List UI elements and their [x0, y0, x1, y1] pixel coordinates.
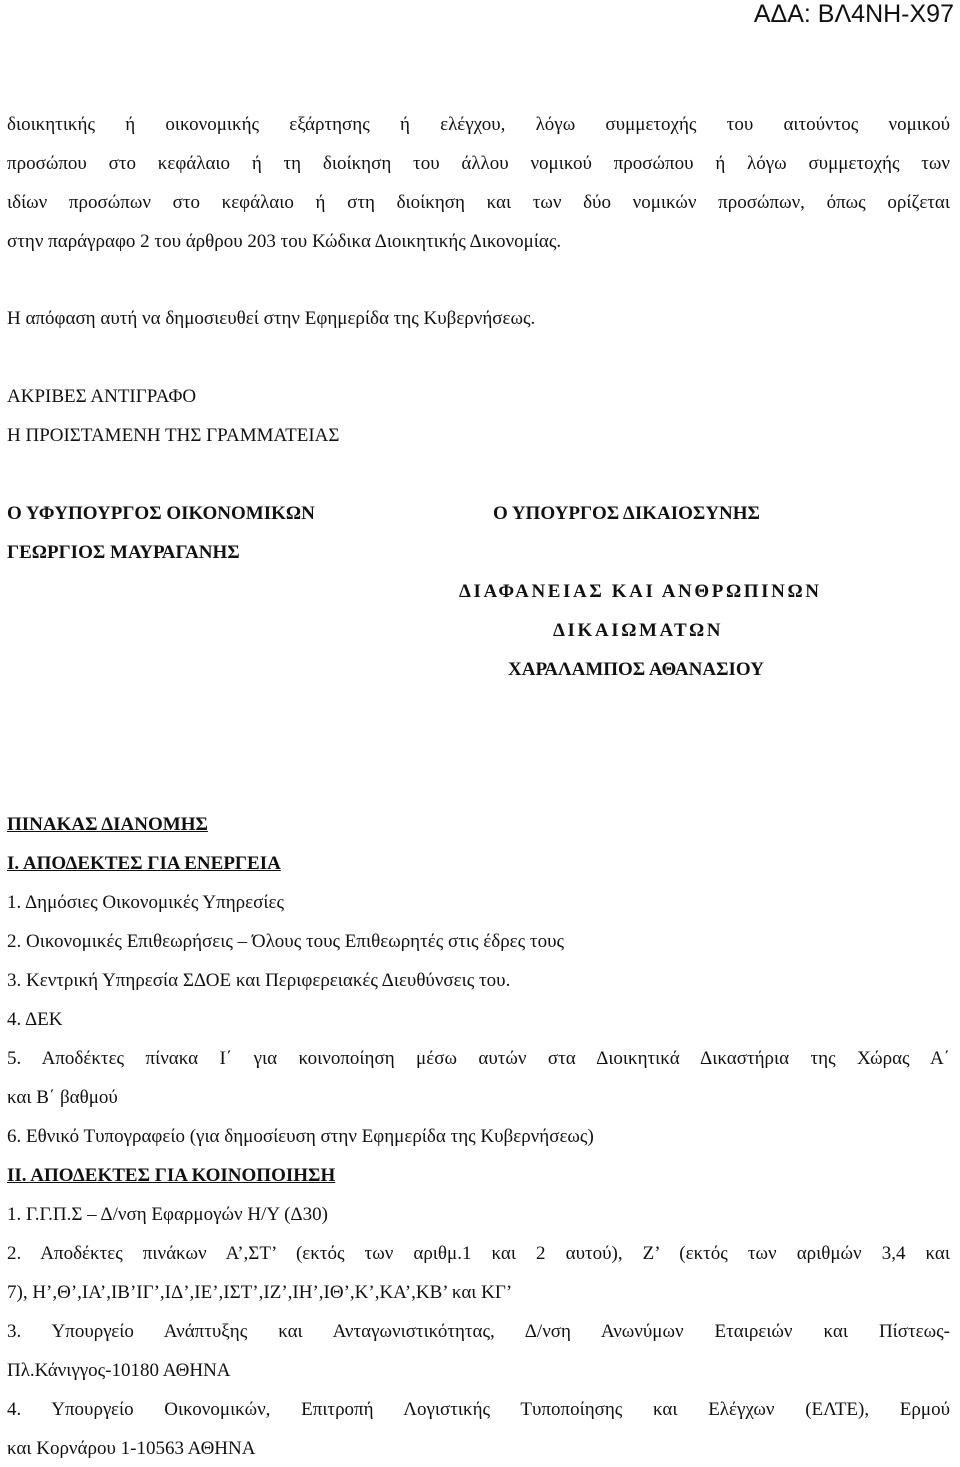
- minister-title-line-1: Ο ΥΠΟΥΡΓΟΣ ΔΙΚΑΙΟΣΥΝΗΣ: [493, 503, 760, 524]
- list-item: και Κορνάρου 1-10563 ΑΘΗΝΑ: [7, 1438, 256, 1459]
- list-item: 3. Υπουργείο Ανάπτυξης και Ανταγωνιστικότητας, Δ/νση Ανωνύμων Εταιρειών και Πίστεως-: [7, 1321, 950, 1342]
- list-item: 1. Δημόσιες Οικονομικές Υπηρεσίες: [7, 892, 284, 913]
- minister-title-line-3: ΔΙΚΑΙΩΜΑΤΩΝ: [553, 620, 724, 641]
- deputy-minister-title: Ο ΥΦΥΠΟΥΡΓΟΣ ΟΙΚΟΝΟΜΙΚΩΝ: [7, 503, 315, 524]
- section-action-recipients: Ι. ΑΠΟΔΕΚΤΕΣ ΓΙΑ ΕΝΕΡΓΕΙΑ: [7, 853, 281, 874]
- list-item: 1. Γ.Γ.Π.Σ – Δ/νση Εφαρμογών Η/Υ (Δ30): [7, 1204, 328, 1225]
- list-item: 4. Υπουργείο Οικονομικών, Επιτροπή Λογιστικής Τυποποίησης και Ελέγχων (ΕΛΤΕ), Ερμού: [7, 1399, 950, 1420]
- list-item: 5. Αποδέκτες πίνακα Ι΄ για κοινοποίηση μέσω αυτών στα Διοικητικά Δικαστήρια της Χώρας Α΄: [7, 1048, 950, 1069]
- copy-line-2: Η ΠΡΟΙΣΤΑΜΕΝΗ ΤΗΣ ΓΡΑΜΜΑΤΕΙΑΣ: [7, 425, 340, 446]
- distribution-title: ΠΙΝΑΚΑΣ ΔΙΑΝΟΜΗΣ: [7, 814, 208, 835]
- intro-line: διοικητικής ή οικονομικής εξάρτησης ή ελέγχου, λόγω συμμετοχής του αιτούντος νομικού: [7, 114, 950, 135]
- minister-title-line-2: ΔΙΑΦΑΝΕΙΑΣ ΚΑΙ ΑΝΘΡΩΠΙΝΩΝ: [459, 581, 822, 602]
- deputy-minister-name: ΓΕΩΡΓΙΟΣ ΜΑΥΡΑΓΑΝΗΣ: [7, 542, 240, 563]
- intro-line: στην παράγραφο 2 του άρθρου 203 του Κώδικα Διοικητικής Δικονομίας.: [7, 231, 562, 252]
- intro-line: προσώπου στο κεφάλαιο ή τη διοίκηση του άλλου νομικού προσώπου ή λόγω συμμετοχής των: [7, 153, 950, 174]
- list-item: 4. ΔΕΚ: [7, 1009, 63, 1030]
- ada-code: ΑΔΑ: ΒΛ4ΝΗ-Χ97: [753, 0, 954, 28]
- list-item: 2. Οικονομικές Επιθεωρήσεις – Όλους τους Επιθεωρητές στις έδρες τους: [7, 931, 565, 952]
- list-item: 2. Αποδέκτες πινάκων Α’,ΣΤ’ (εκτός των αριθμ.1 και 2 αυτού), Ζ’ (εκτός των αριθμών 3,4 και: [7, 1243, 950, 1264]
- section-notification-recipients: ΙΙ. ΑΠΟΔΕΚΤΕΣ ΓΙΑ ΚΟΙΝΟΠΟΙΗΣΗ: [7, 1165, 336, 1186]
- list-item: 6. Εθνικό Τυπογραφείο (για δημοσίευση στην Εφημερίδα της Κυβερνήσεως): [7, 1126, 594, 1147]
- list-item: 7), Η’,Θ’,ΙΑ’,ΙΒ’ΙΓ’,ΙΔ’,ΙΕ’,ΙΣΤ’,ΙΖ’,ΙΗ’,ΙΘ’,Κ’,ΚΑ’,ΚΒ’ και ΚΓ’: [7, 1282, 513, 1303]
- intro-line: ιδίων προσώπων στο κεφάλαιο ή στη διοίκηση και των δύο νομικών προσώπων, όπως ορίζεται: [7, 192, 950, 213]
- list-item: 3. Κεντρική Υπηρεσία ΣΔΟΕ και Περιφερειακές Διευθύνσεις του.: [7, 970, 511, 991]
- list-item: Πλ.Κάνιγγος-10180 ΑΘΗΝΑ: [7, 1360, 231, 1381]
- minister-name: ΧΑΡΑΛΑΜΠΟΣ ΑΘΑΝΑΣΙΟΥ: [508, 659, 764, 680]
- publish-statement: Η απόφαση αυτή να δημοσιευθεί στην Εφημερίδα της Κυβερνήσεως.: [7, 308, 536, 329]
- copy-line-1: ΑΚΡΙΒΕΣ ΑΝΤΙΓΡΑΦΟ: [7, 386, 197, 407]
- list-item: και Β΄ βαθμού: [7, 1087, 118, 1108]
